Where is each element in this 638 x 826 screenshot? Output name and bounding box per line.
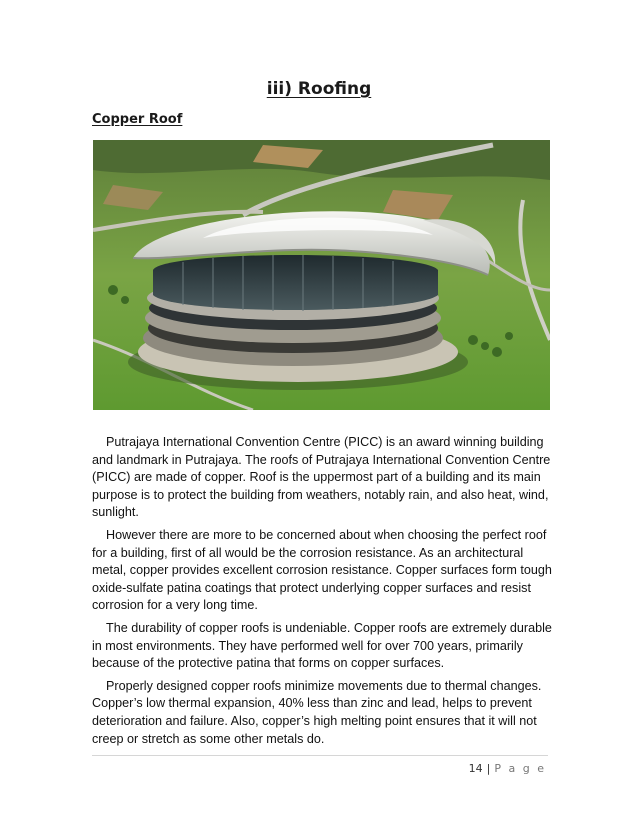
page-footer [469, 762, 546, 775]
subheading: Copper Roof [92, 112, 183, 127]
page-number: 14 [468, 762, 483, 775]
footer-separator: | [486, 762, 491, 775]
paragraph: Putrajaya International Convention Centre (PICC) is an award winning building and landmark in Putrajaya. The roofs of Putrajaya International Convention Centre (PICC) are made of copper. Roof is the uppermost part of a building and its main purpose is to protect the building from weathers, notably rain, and also heat, wind, sunlight. [92, 435, 551, 520]
paragraph: The durability of copper roofs is undeniable. Copper roofs are extremely durable in most environments. They have performed well for over 700 years, primarily because of the protective patina that forms on copper surfaces. [92, 620, 552, 671]
paragraph: Properly designed copper roofs minimize movements due to thermal changes. Copper’s low thermal expansion, 40% less than zinc and lead, helps to prevent deterioration and failure. Also, copper’s high melting point ensures that it will not creep or stretch as some other metals do. [92, 678, 542, 746]
footer-divider [92, 755, 548, 756]
section-heading: iii) Roofing [266, 79, 372, 99]
paragraph: However there are more to be concerned about when choosing the perfect roof for a building, first of all would be the corrosion resistance. As an architectural metal, copper provides excellent corrosion resistance. Copper surfaces form tough oxide-sulfate patina coatings that protect underlying copper surfaces and resist corrosion for a very long time. [92, 527, 552, 613]
building-photo [93, 140, 550, 410]
body-text [92, 434, 552, 753]
page-label: P a g e [494, 762, 546, 775]
